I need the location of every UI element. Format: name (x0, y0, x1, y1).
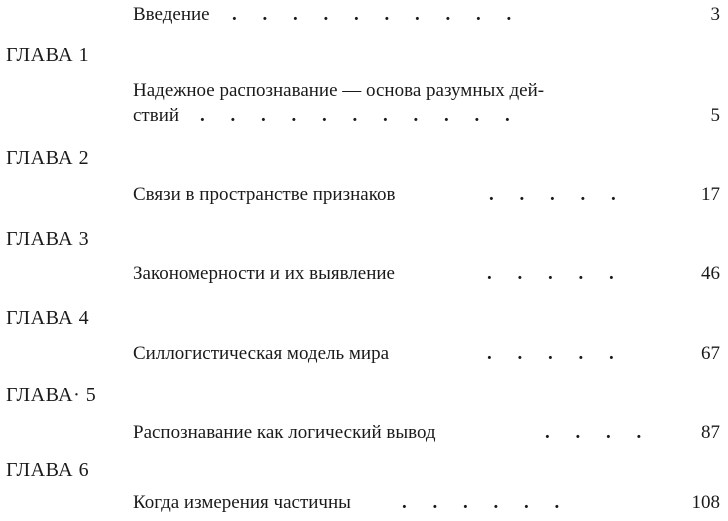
chapter-2-page-number: 17 (701, 184, 720, 205)
dot-leaders: . . . . . (487, 343, 614, 364)
chapter-6-title: Когда измерения частичны (133, 492, 351, 513)
dot-leaders: . . . . . . (402, 492, 560, 513)
intro-page-number: 3 (710, 4, 720, 25)
chapter-4-title: Силлогистическая модель мира (133, 343, 390, 364)
chapter-1-title-line2: ствий (133, 105, 180, 126)
chapter-1-label: ГЛАВА 1 (6, 44, 90, 66)
intro-title: Введение (133, 4, 210, 25)
dot-leaders: . . . . (545, 422, 642, 443)
dot-leaders: . . . . . . . . . . (232, 4, 512, 25)
chapter-4-label: ГЛАВА 4 (6, 307, 90, 329)
dot-leaders: . . . . . . . . . . . (200, 105, 510, 126)
chapter-4-page-number: 67 (701, 343, 720, 364)
chapter-2-label: ГЛАВА 2 (6, 147, 90, 169)
chapter-5-page-number: 87 (701, 422, 720, 443)
chapter-3-label: ГЛАВА 3 (6, 228, 90, 250)
chapter-6-label: ГЛАВА 6 (6, 459, 90, 481)
dot-leaders: . . . . . (489, 184, 616, 205)
chapter-3-title: Закономерности и их выявление (133, 263, 395, 284)
chapter-5-title: Распознавание как логический вывод (133, 422, 436, 443)
chapter-5-label: ГЛАВА· 5 (6, 384, 97, 406)
dot-leaders: . . . . . (487, 263, 614, 284)
chapter-1-title-line1: Надежное распознавание — основа разумных дей- (133, 80, 545, 101)
chapter-6-page-number: 108 (691, 492, 720, 513)
chapter-2-title: Связи в пространстве признаков (133, 184, 396, 205)
chapter-3-page-number: 46 (701, 263, 720, 284)
chapter-1-page-number: 5 (710, 105, 720, 126)
